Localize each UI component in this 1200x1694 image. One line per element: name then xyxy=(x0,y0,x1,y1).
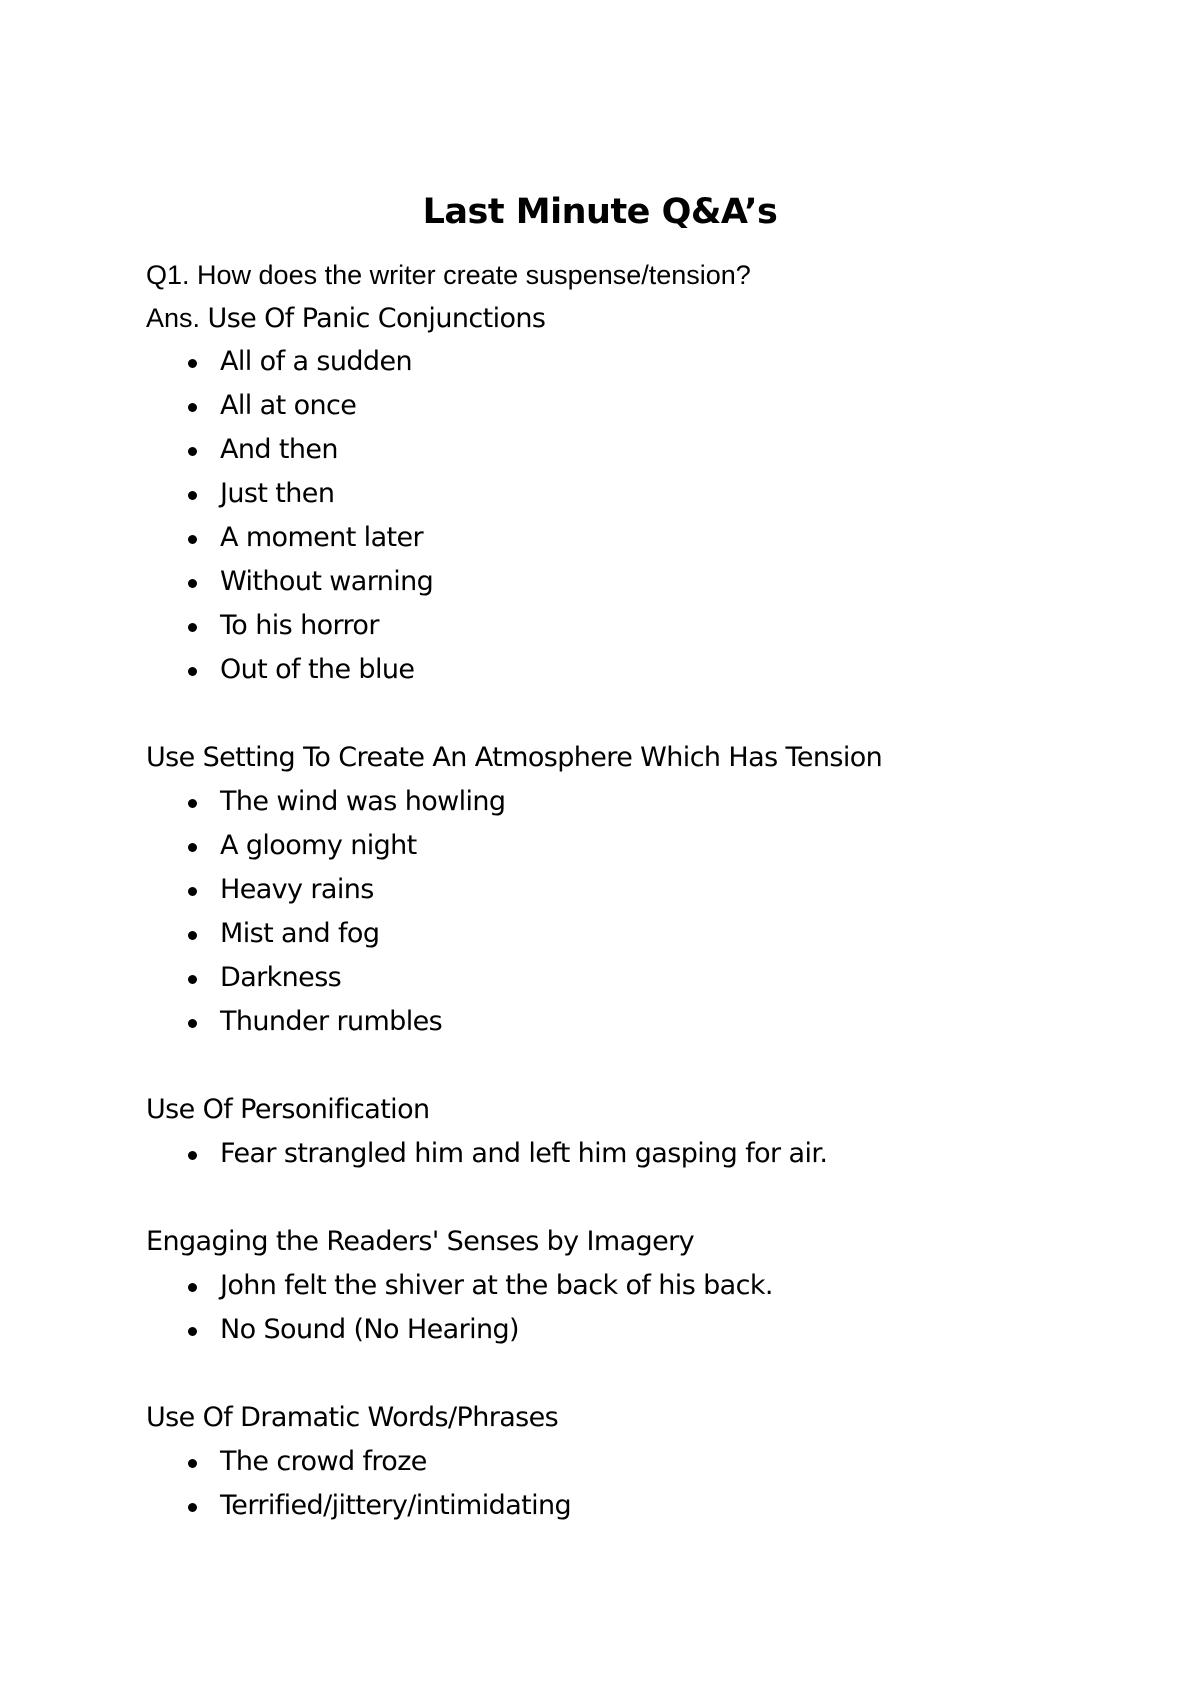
list-item: Just then xyxy=(146,472,1146,516)
bullet-icon xyxy=(188,799,197,808)
bullet-list-imagery xyxy=(146,1264,1146,1352)
list-item: Darkness xyxy=(146,956,1146,1000)
list-item: John felt the shiver at the back of his back. xyxy=(146,1264,1146,1308)
spacer xyxy=(146,692,1146,736)
list-item: Heavy rains xyxy=(146,868,1146,912)
section-heading-panic-conjunctions xyxy=(146,296,1146,340)
list-item: No Sound (No Hearing) xyxy=(146,1308,1146,1352)
bullet-icon xyxy=(188,887,197,896)
list-item: Fear strangled him and left him gasping for air. xyxy=(146,1132,1146,1176)
bullet-list-setting xyxy=(146,780,1146,1044)
bullet-icon xyxy=(188,623,197,632)
list-item: Out of the blue xyxy=(146,648,1146,692)
spacer xyxy=(146,1176,1146,1220)
list-item: Mist and fog xyxy=(146,912,1146,956)
list-item: Without warning xyxy=(146,560,1146,604)
bullet-icon xyxy=(188,1019,197,1028)
list-item: A gloomy night xyxy=(146,824,1146,868)
section-heading-dramatic-words: Use Of Dramatic Words/Phrases xyxy=(146,1402,559,1433)
bullet-list-dramatic-words xyxy=(146,1440,1146,1528)
spacer xyxy=(146,1044,1146,1088)
list-item: The crowd froze xyxy=(146,1440,1146,1484)
bullet-icon xyxy=(188,491,197,500)
section-heading-imagery: Engaging the Readers' Senses by Imagery xyxy=(146,1226,694,1257)
list-item: To his horror xyxy=(146,604,1146,648)
list-item: Terrified/jittery/intimidating xyxy=(146,1484,1146,1528)
document-body xyxy=(146,254,1146,1528)
section-heading-personification: Use Of Personification xyxy=(146,1094,430,1125)
spacer xyxy=(146,1352,1146,1396)
bullet-icon xyxy=(188,1151,197,1160)
bullet-icon xyxy=(188,1327,197,1336)
bullet-icon xyxy=(188,1503,197,1512)
list-item: All at once xyxy=(146,384,1146,428)
bullet-icon xyxy=(188,1459,197,1468)
bullet-icon xyxy=(188,931,197,940)
bullet-icon xyxy=(188,975,197,984)
list-item: A moment later xyxy=(146,516,1146,560)
bullet-icon xyxy=(188,579,197,588)
question-text: Q1. How does the writer create suspense/tension? xyxy=(146,260,751,290)
bullet-icon xyxy=(188,403,197,412)
bullet-icon xyxy=(188,843,197,852)
page-title: Last Minute Q&A’s xyxy=(422,192,778,232)
bullet-icon xyxy=(188,359,197,368)
bullet-icon xyxy=(188,447,197,456)
bullet-icon xyxy=(188,535,197,544)
answer-prefix: Ans. xyxy=(146,303,208,333)
bullet-icon xyxy=(188,1283,197,1292)
section-heading-setting: Use Setting To Create An Atmosphere Which Has Tension xyxy=(146,742,883,773)
bullet-list-personification xyxy=(146,1132,1146,1176)
bullet-icon xyxy=(188,667,197,676)
bullet-list-panic-conjunctions xyxy=(146,340,1146,692)
list-item: Thunder rumbles xyxy=(146,1000,1146,1044)
list-item: And then xyxy=(146,428,1146,472)
list-item: All of a sudden xyxy=(146,340,1146,384)
section-heading-text: Use Of Panic Conjunctions xyxy=(207,303,546,334)
list-item: The wind was howling xyxy=(146,780,1146,824)
